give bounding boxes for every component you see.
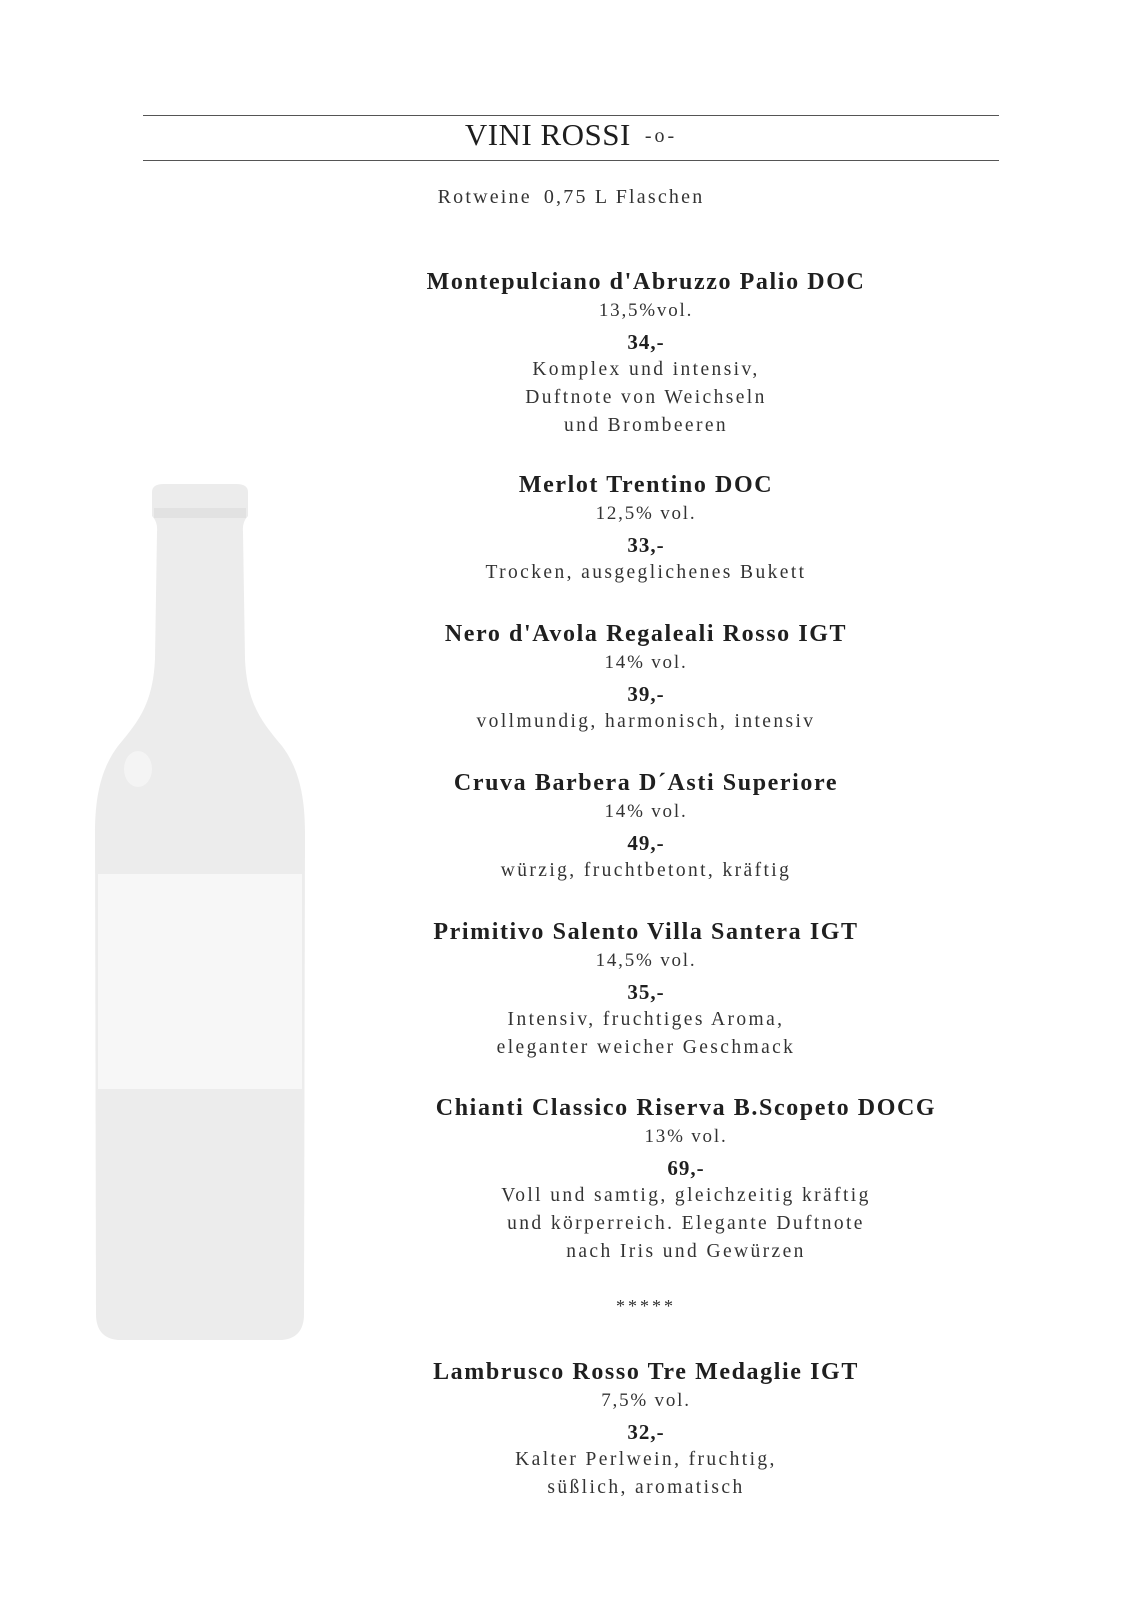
description-line: eleganter weicher Geschmack	[496, 1037, 796, 1058]
description-line: Kalter Perlwein, fruchtig,	[515, 1449, 777, 1470]
description-line: nach Iris und Gewürzen	[566, 1241, 806, 1262]
wine-description	[286, 1446, 1006, 1502]
wine-price: 35,-	[627, 980, 665, 1004]
wine-description	[326, 1182, 1046, 1266]
wine-item	[286, 619, 1006, 736]
header-top-rule	[143, 115, 999, 116]
subtitle	[143, 186, 999, 209]
wine-item	[326, 1093, 1046, 1266]
wine-price: 69,-	[667, 1156, 705, 1180]
description-line: Voll und samtig, gleichzeitig kräftig	[501, 1185, 871, 1206]
description-line: süßlich, aromatisch	[547, 1477, 745, 1498]
wine-description	[286, 356, 1006, 440]
wine-name: Cruva Barbera D´Asti Superiore	[453, 770, 839, 796]
wine-alcohol: 7,5% vol.	[601, 1390, 691, 1411]
description-line: Komplex und intensiv,	[532, 359, 760, 380]
wine-description	[286, 1006, 1006, 1062]
wine-price: 32,-	[627, 1420, 665, 1444]
bottle-label	[98, 874, 302, 1089]
wine-price: 33,-	[627, 533, 665, 557]
subtitle-category: Rotweine	[437, 186, 532, 208]
wine-name: Chianti Classico Riserva B.Scopeto DOCG	[435, 1095, 937, 1121]
wine-alcohol: 13% vol.	[644, 1126, 728, 1147]
wine-price: 39,-	[627, 682, 665, 706]
wine-item	[286, 1357, 1006, 1502]
description-line: Trocken, ausgeglichenes Bukett	[485, 562, 807, 583]
wine-alcohol: 12,5% vol.	[595, 503, 697, 524]
wine-item	[286, 470, 1006, 587]
wine-price: 49,-	[627, 831, 665, 855]
wine-description	[286, 559, 1006, 587]
wine-name: Primitivo Salento Villa Santera IGT	[433, 919, 859, 945]
wine-alcohol: 13,5%vol.	[598, 300, 694, 321]
description-line: und körperreich. Elegante Duftnote	[507, 1213, 865, 1234]
wine-name: Nero d'Avola Regaleali Rosso IGT	[444, 621, 848, 647]
header-bottom-rule	[143, 160, 999, 161]
wine-price: 34,-	[627, 330, 665, 354]
wine-name: Merlot Trentino DOC	[518, 472, 774, 498]
wine-item	[286, 768, 1006, 885]
wine-alcohol: 14% vol.	[604, 801, 688, 822]
wine-description	[286, 857, 1006, 885]
wine-name: Lambrusco Rosso Tre Medaglie IGT	[433, 1359, 859, 1385]
description-line: und Brombeeren	[563, 415, 729, 436]
wine-alcohol: 14,5% vol.	[595, 950, 697, 971]
wine-description	[286, 708, 1006, 736]
header	[143, 117, 999, 153]
description-line: Duftnote von Weichseln	[525, 387, 767, 408]
wine-alcohol: 14% vol.	[604, 652, 688, 673]
description-line: Intensiv, fruchtiges Aroma,	[507, 1009, 785, 1030]
wine-item	[286, 917, 1006, 1062]
wine-item	[286, 267, 1006, 440]
subtitle-bottle-size: 0,75 L Flaschen	[543, 186, 705, 208]
wine-bottle-illustration	[90, 484, 310, 1340]
bottle-neck-ring	[154, 508, 246, 518]
title-ornament: -o-	[644, 125, 678, 147]
description-line: würzig, fruchtbetont, kräftig	[500, 860, 792, 881]
description-line: vollmundig, harmonisch, intensiv	[476, 711, 816, 732]
bottle-highlight	[124, 751, 152, 787]
section-separator: *****	[616, 1296, 676, 1316]
wine-name: Montepulciano d'Abruzzo Palio DOC	[426, 269, 866, 295]
page-title: VINI ROSSI	[464, 117, 631, 152]
